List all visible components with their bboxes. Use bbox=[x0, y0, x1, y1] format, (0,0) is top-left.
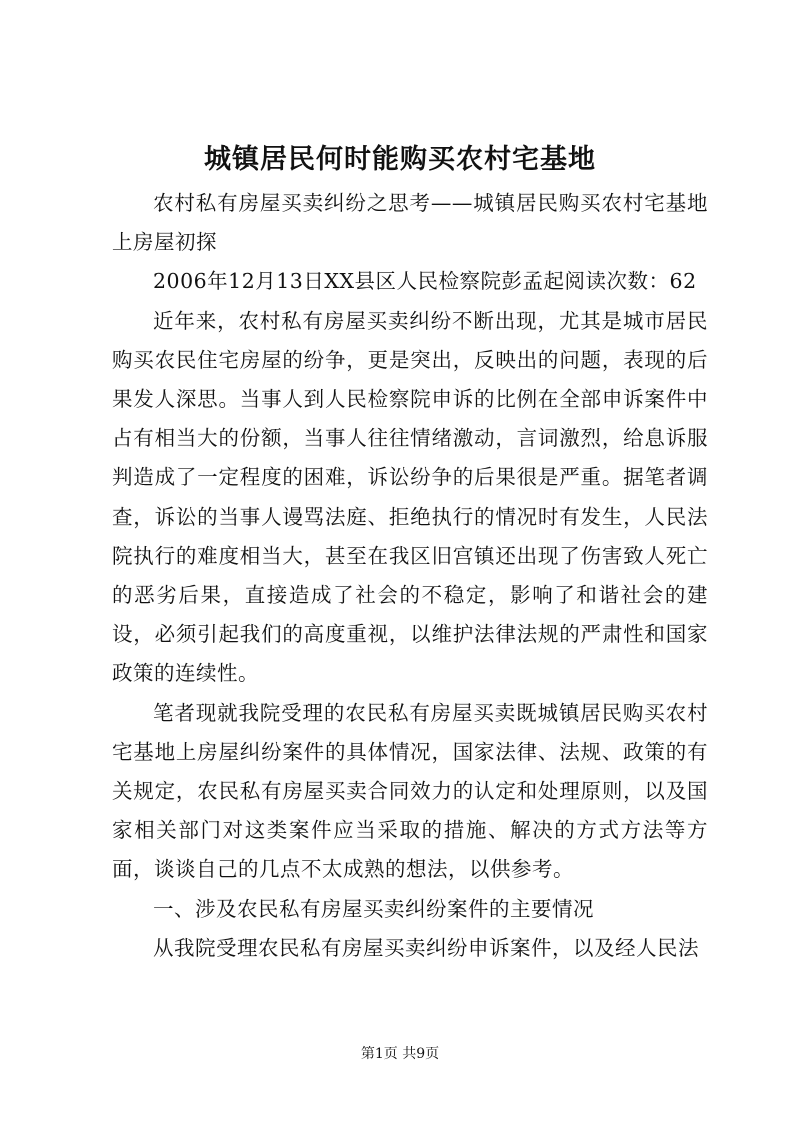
document-title: 城镇居民何时能购买农村宅基地 bbox=[204, 144, 596, 175]
document-body bbox=[112, 184, 708, 968]
body-paragraph: 近年来，农村私有房屋买卖纠纷不断出现，尤其是城市居民购买农民住宅房屋的纷争，更是突出，反映出的问题，表现的后果发人深思。当事人到人民检察院申诉的比例在全部申诉案件中占有相当大的份额，当事人往往情绪激动，言词激烈，给息诉服判造成了一定程度的困难，诉讼纷争的后果很是严重。据笔者调查，诉讼的当事人谩骂法庭、拒绝执行的情况时有发生，人民法院执行的难度相当大，甚至在我区旧宫镇还出现了伤害致人死亡的恶劣后果，直接造成了社会的不稳定，影响了和谐社会的建设，必须引起我们的高度重视，以维护法律法规的严肃性和国家政策的连续性。 bbox=[112, 308, 708, 686]
body-paragraph: 从我院受理农民私有房屋买卖纠纷申诉案件，以及经人民法 bbox=[153, 935, 699, 960]
byline-paragraph: 2006年12月13日XX县区人民检察院彭孟起阅读次数：62 bbox=[153, 269, 697, 294]
section-heading: 一、涉及农民私有房屋买卖纠纷案件的主要情况 bbox=[153, 896, 594, 921]
body-paragraph: 笔者现就我院受理的农民私有房屋买卖既城镇居民购买农村宅基地上房屋纠纷案件的具体情况，国家法律、法规、政策的有关规定，农民私有房屋买卖合同效力的认定和处理原则，以及国家相关部门对这类案件应当采取的措施、解决的方式方法等方面，谈谈自己的几点不太成熟的想法，以供参考。 bbox=[112, 700, 708, 882]
subtitle-paragraph: 农村私有房屋买卖纠纷之思考——城镇居民购买农村宅基地上房屋初探 bbox=[112, 191, 708, 255]
page-footer: 第1页 共9页 bbox=[360, 1046, 440, 1062]
